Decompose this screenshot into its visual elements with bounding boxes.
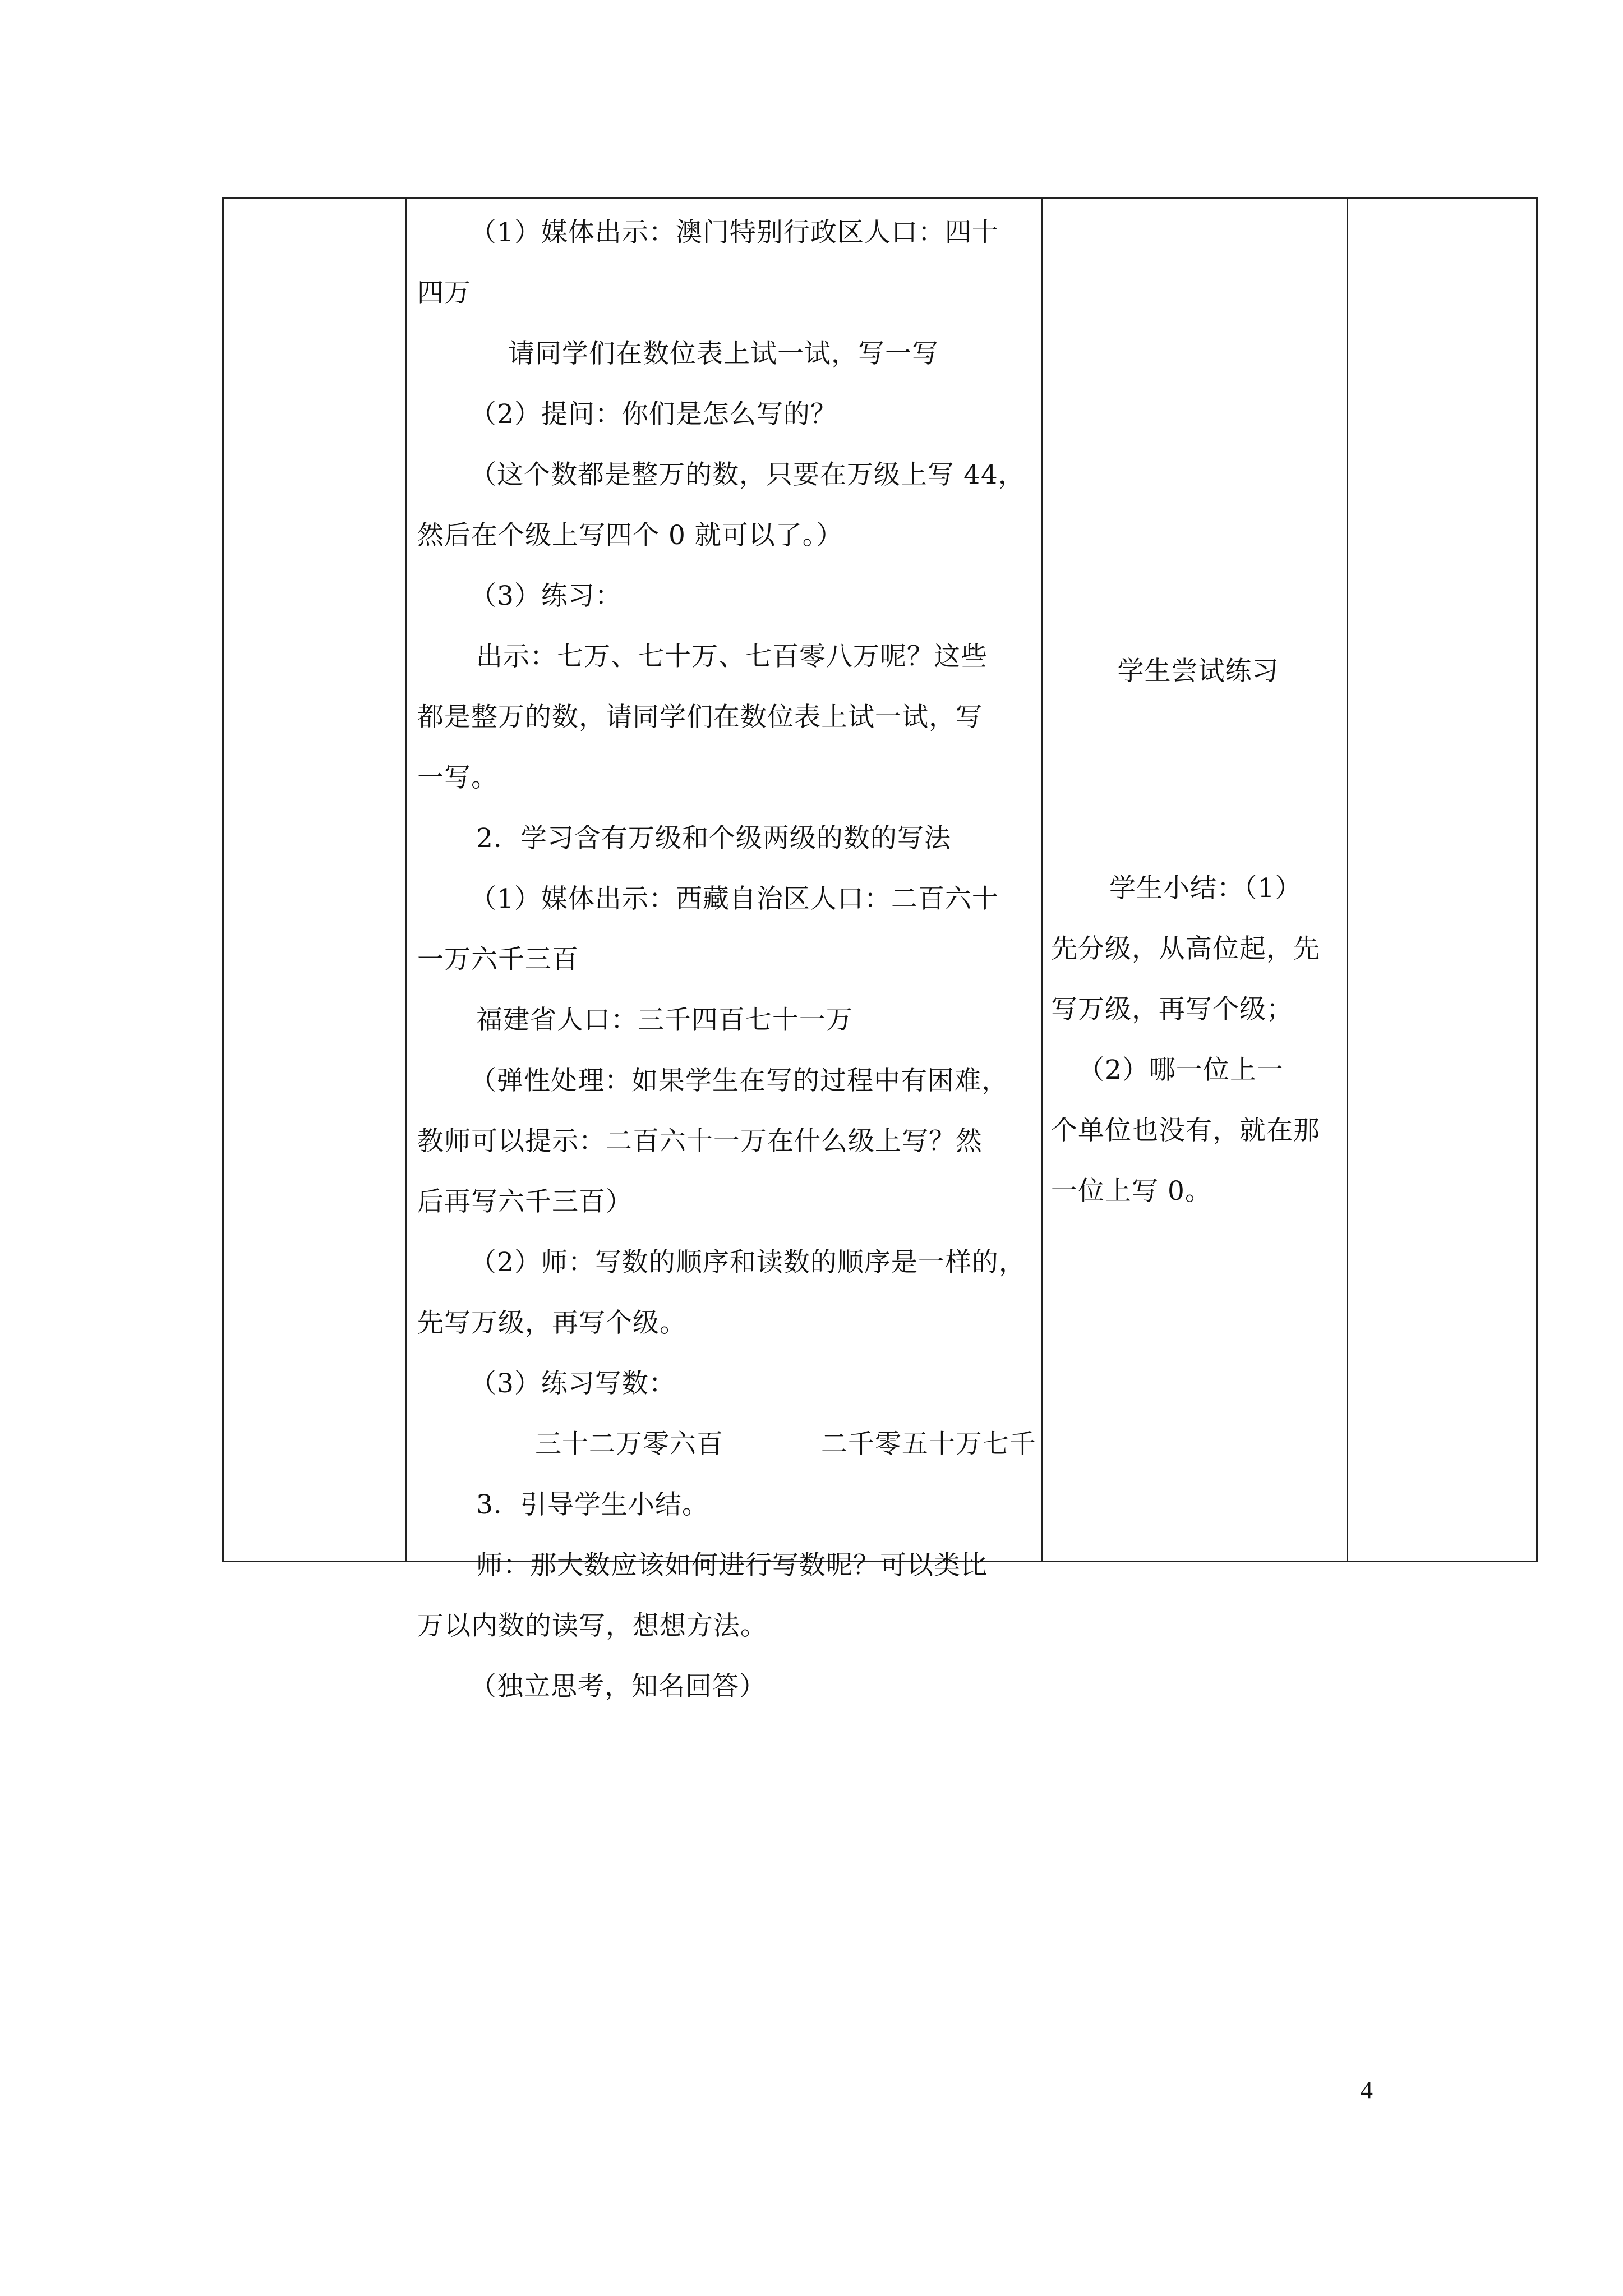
table-divider bbox=[405, 199, 407, 1561]
summary-line: 先分级，从高位起，先 bbox=[1051, 933, 1320, 964]
practice-item: 二千零五十万七千 bbox=[821, 1429, 1036, 1460]
text-line: 先写万级，再写个级。 bbox=[417, 1308, 686, 1338]
text-line: （独立思考，知名回答） bbox=[470, 1671, 766, 1702]
text-line: （这个数都是整万的数，只要在万级上写 44， bbox=[470, 459, 1025, 490]
summary-line: 个单位也没有，就在那 bbox=[1051, 1115, 1320, 1146]
text-line: 万以内数的读写，想想方法。 bbox=[417, 1611, 767, 1641]
text-line: 教师可以提示：二百六十一万在什么级上写？然 bbox=[417, 1126, 983, 1157]
practice-items bbox=[417, 1414, 1040, 1475]
text-line: 一写。 bbox=[417, 762, 498, 793]
text-line: 师：那大数应该如何进行写数呢？可以类比 bbox=[476, 1550, 988, 1581]
notes-cell bbox=[1348, 199, 1536, 1561]
text-line: 四万 bbox=[417, 278, 471, 309]
text-line: 福建省人口：三千四百七十一万 bbox=[476, 1005, 853, 1036]
text-line: 2．学习含有万级和个级两级的数的写法 bbox=[476, 823, 951, 854]
text-line: （3）练习写数： bbox=[470, 1368, 676, 1399]
text-line: （弹性处理：如果学生在写的过程中有困难， bbox=[470, 1065, 1008, 1096]
summary-line: 学生小结：（1） bbox=[1109, 873, 1302, 904]
summary-line: 写万级，再写个级； bbox=[1051, 994, 1293, 1025]
page-number: 4 bbox=[1361, 2076, 1373, 2104]
text-line: （2）提问：你们是怎么写的？ bbox=[470, 399, 837, 430]
text-line: （3）练习： bbox=[470, 581, 622, 611]
text-line: 请同学们在数位表上试一试，写一写 bbox=[508, 338, 939, 369]
text-line: 一万六千三百 bbox=[417, 944, 579, 975]
text-line: 都是整万的数，请同学们在数位表上试一试，写 bbox=[417, 702, 983, 733]
text-line: （2）师：写数的顺序和读数的顺序是一样的， bbox=[470, 1247, 1026, 1278]
student-summary bbox=[1051, 858, 1320, 1222]
summary-line: 一位上写 0。 bbox=[1051, 1176, 1212, 1207]
summary-line: （2）哪一位上一 bbox=[1078, 1055, 1284, 1085]
table-divider bbox=[1041, 199, 1043, 1561]
practice-item: 三十二万零六百 bbox=[535, 1429, 723, 1460]
text-line: 后再写六千三百） bbox=[417, 1186, 633, 1217]
student-activity-cell bbox=[1051, 199, 1345, 1561]
text-line: 然后在个级上写四个 0 就可以了。） bbox=[417, 520, 843, 551]
student-practice-text: 学生尝试练习 bbox=[1117, 656, 1279, 687]
teaching-process-cell bbox=[417, 203, 1040, 1702]
text-line: （1）媒体出示：西藏自治区人口：二百六十 bbox=[470, 884, 999, 914]
stage-cell bbox=[224, 199, 405, 1561]
text-line: 出示：七万、七十万、七百零八万呢？这些 bbox=[476, 641, 988, 672]
lesson-table bbox=[222, 197, 1538, 1702]
text-line: 3．引导学生小结。 bbox=[476, 1489, 709, 1520]
text-line: （1）媒体出示：澳门特别行政区人口：四十 bbox=[470, 217, 999, 248]
